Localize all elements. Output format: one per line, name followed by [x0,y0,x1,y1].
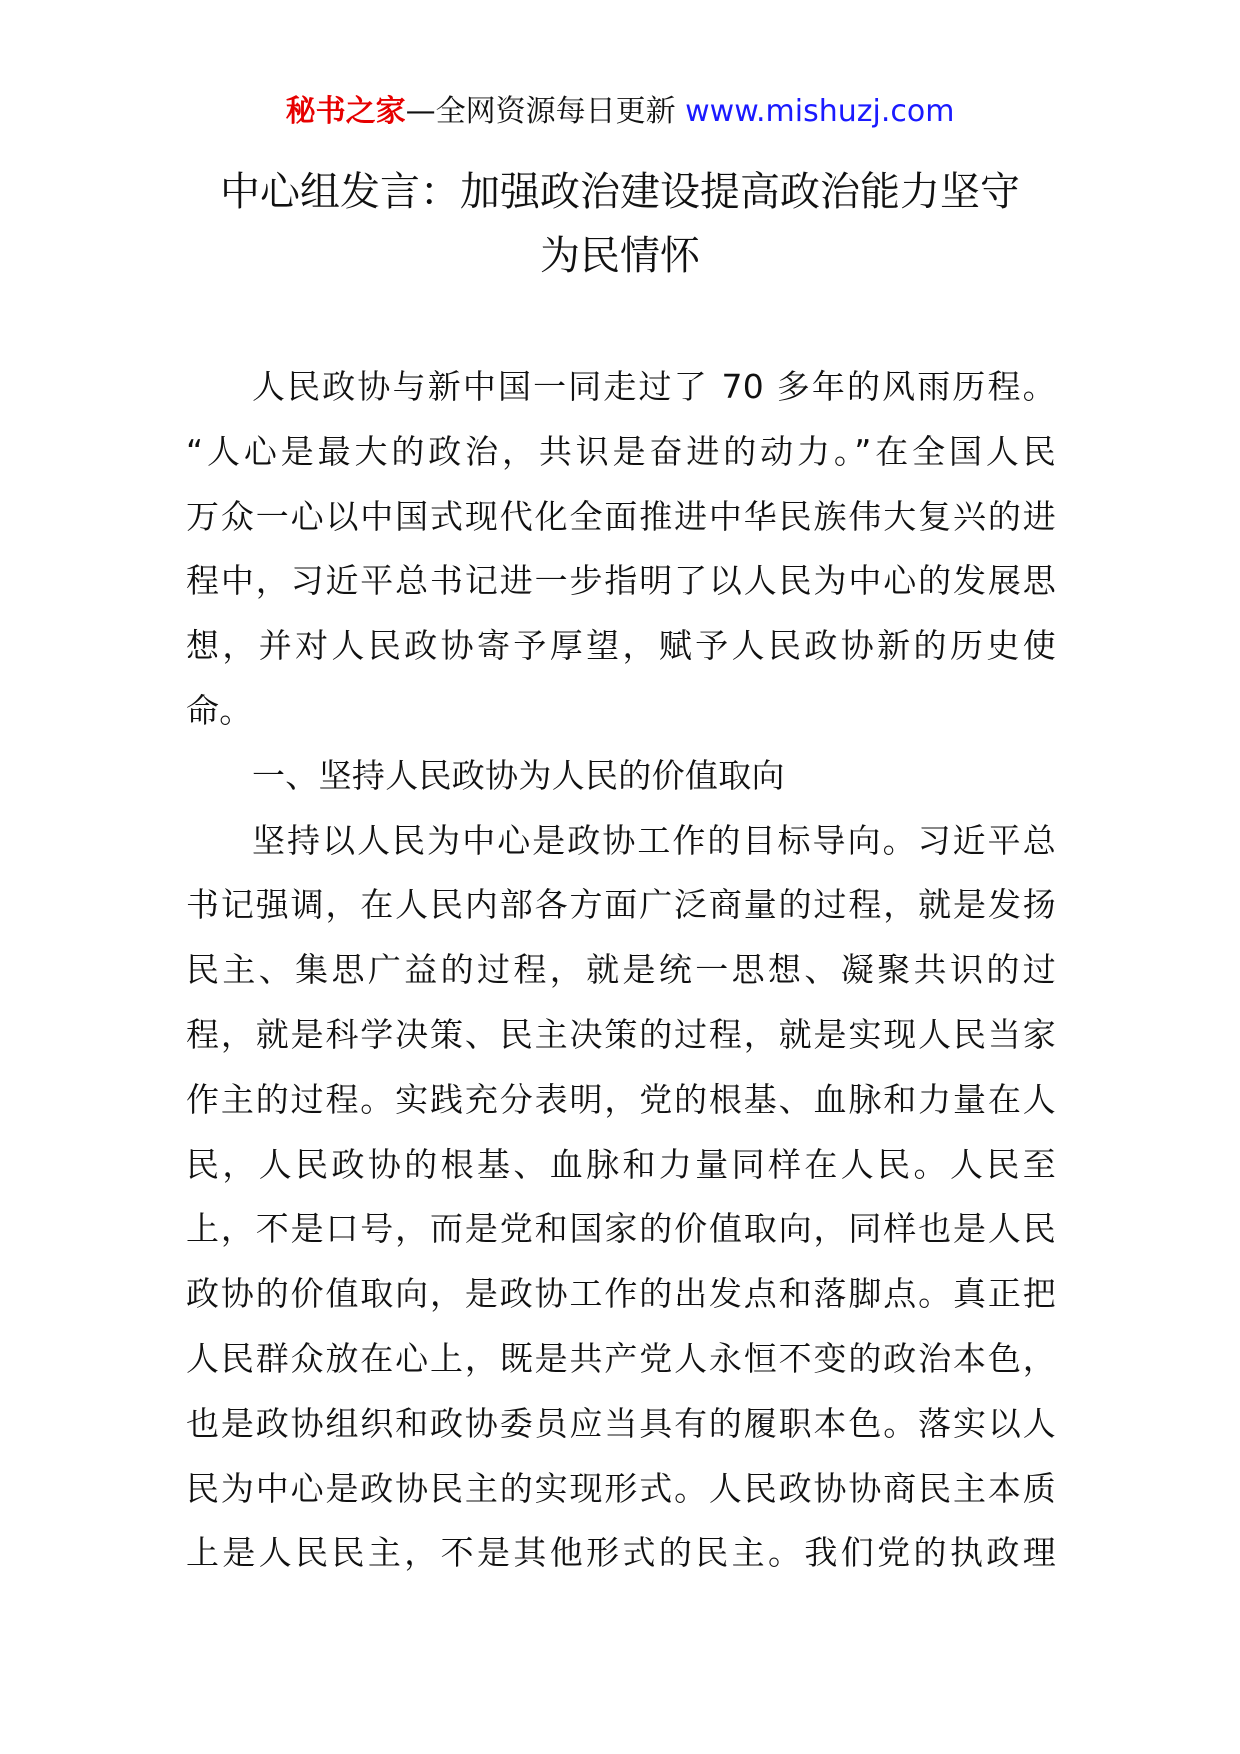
title-line-1: 中心组发言：加强政治建设提高政治能力坚守 [220,169,1020,215]
paragraph-line: 坚持以人民为中心是政协工作的目标导向。习近平总 [252,820,1056,860]
site-header [0,92,1240,132]
paragraph-line: 书记强调，在人民内部各方面广泛商量的过程，就是发扬 [186,885,1056,925]
brand-name: 秘书之家 [285,94,406,129]
section-heading-1 [186,744,1056,809]
paragraph-line: 命。 [186,690,253,730]
paragraph-line: 政协的价值取向，是政协工作的出发点和落脚点。真正把 [186,1274,1056,1314]
paragraph-line: 上，不是口号，而是党和国家的价值取向，同样也是人民 [186,1209,1056,1249]
paragraph-line: 程中，习近平总书记进一步指明了以人民为中心的发展思 [186,561,1056,601]
paragraph-intro [186,355,1056,744]
paragraph-line: 程，就是科学决策、民主决策的过程，就是实现人民当家 [186,1014,1056,1054]
paragraph-line: 人民群众放在心上，既是共产党人永恒不变的政治本色， [186,1338,1056,1378]
paragraph-line: 万众一心以中国式现代化全面推进中华民族伟大复兴的进 [186,496,1056,536]
title-line-2: 为民情怀 [540,233,700,279]
paragraph-line: 人民政协与新中国一同走过了 70 多年的风雨历程。 [252,367,1056,406]
paragraph-line: 也是政协组织和政协委员应当具有的履职本色。落实以人 [186,1403,1056,1443]
paragraph-line: 想，并对人民政协寄予厚望，赋予人民政协新的历史使 [186,626,1056,666]
document-title [150,160,1090,288]
paragraph-section-1 [186,809,1056,1587]
section-heading-text: 一、坚持人民政协为人民的价值取向 [252,755,785,795]
site-url-link[interactable]: www.mishuzj.com [685,94,955,129]
document-body [186,355,1056,1586]
paragraph-line: 上是人民民主，不是其他形式的民主。我们党的执政理 [186,1533,1056,1573]
paragraph-line: 作主的过程。实践充分表明，党的根基、血脉和力量在人 [186,1079,1056,1119]
paragraph-line: 民为中心是政协民主的实现形式。人民政协协商民主本质 [186,1468,1056,1508]
paragraph-line: 民主、集思广益的过程，就是统一思想、凝聚共识的过 [186,950,1056,990]
header-slogan: —全网资源每日更新 [405,94,676,129]
paragraph-line: “人心是最大的政治，共识是奋进的动力。”在全国人民 [186,431,1056,471]
paragraph-line: 民，人民政协的根基、血脉和力量同样在人民。人民至 [186,1144,1056,1184]
